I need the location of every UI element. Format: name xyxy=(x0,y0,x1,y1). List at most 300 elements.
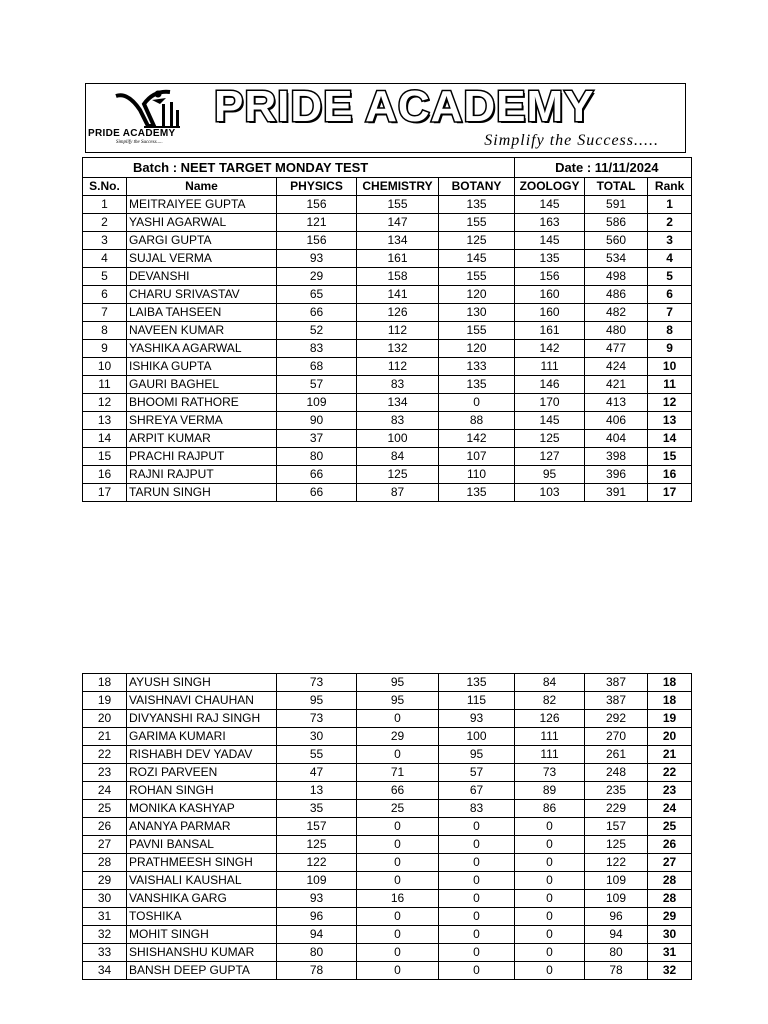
cell-sno: 32 xyxy=(83,926,127,944)
column-header-physics: PHYSICS xyxy=(277,178,357,196)
cell-name: AYUSH SINGH xyxy=(127,674,277,692)
cell-sno: 9 xyxy=(83,340,127,358)
cell-total: 404 xyxy=(585,430,648,448)
cell-name: YASHIKA AGARWAL xyxy=(127,340,277,358)
cell-total: 96 xyxy=(585,908,648,926)
cell-name: GARGI GUPTA xyxy=(127,232,277,250)
cell-rank: 15 xyxy=(648,448,692,466)
cell-physics: 122 xyxy=(277,854,357,872)
cell-chemistry: 112 xyxy=(357,322,439,340)
table-row xyxy=(83,674,692,692)
cell-rank: 7 xyxy=(648,304,692,322)
cell-sno: 5 xyxy=(83,268,127,286)
cell-botany: 93 xyxy=(439,710,515,728)
cell-rank: 3 xyxy=(648,232,692,250)
cell-sno: 19 xyxy=(83,692,127,710)
cell-physics: 30 xyxy=(277,728,357,746)
cell-rank: 24 xyxy=(648,800,692,818)
cell-zoology: 127 xyxy=(515,448,585,466)
cell-botany: 135 xyxy=(439,484,515,502)
table-row xyxy=(83,872,692,890)
cell-rank: 30 xyxy=(648,926,692,944)
table-row xyxy=(83,484,692,502)
cell-sno: 34 xyxy=(83,962,127,980)
cell-zoology: 145 xyxy=(515,412,585,430)
cell-sno: 15 xyxy=(83,448,127,466)
cell-physics: 37 xyxy=(277,430,357,448)
cell-chemistry: 29 xyxy=(357,728,439,746)
cell-rank: 12 xyxy=(648,394,692,412)
cell-physics: 66 xyxy=(277,304,357,322)
cell-botany: 0 xyxy=(439,394,515,412)
cell-botany: 0 xyxy=(439,836,515,854)
cell-physics: 65 xyxy=(277,286,357,304)
cell-name: ROHAN SINGH xyxy=(127,782,277,800)
cell-zoology: 135 xyxy=(515,250,585,268)
cell-botany: 67 xyxy=(439,782,515,800)
cell-physics: 73 xyxy=(277,710,357,728)
column-header-name: Name xyxy=(127,178,277,196)
cell-chemistry: 0 xyxy=(357,836,439,854)
cell-physics: 94 xyxy=(277,926,357,944)
cell-botany: 115 xyxy=(439,692,515,710)
cell-zoology: 73 xyxy=(515,764,585,782)
cell-physics: 55 xyxy=(277,746,357,764)
cell-physics: 95 xyxy=(277,692,357,710)
table-row xyxy=(83,836,692,854)
cell-zoology: 146 xyxy=(515,376,585,394)
cell-botany: 83 xyxy=(439,800,515,818)
cell-rank: 23 xyxy=(648,782,692,800)
table-row xyxy=(83,394,692,412)
cell-name: VANSHIKA GARG xyxy=(127,890,277,908)
cell-rank: 22 xyxy=(648,764,692,782)
cell-total: 482 xyxy=(585,304,648,322)
cell-total: 157 xyxy=(585,818,648,836)
cell-rank: 28 xyxy=(648,872,692,890)
cell-physics: 66 xyxy=(277,484,357,502)
cell-zoology: 95 xyxy=(515,466,585,484)
cell-physics: 83 xyxy=(277,340,357,358)
cell-chemistry: 125 xyxy=(357,466,439,484)
cell-chemistry: 126 xyxy=(357,304,439,322)
cell-zoology: 170 xyxy=(515,394,585,412)
cell-sno: 1 xyxy=(83,196,127,214)
table-row xyxy=(83,728,692,746)
cell-zoology: 0 xyxy=(515,944,585,962)
cell-name: YASHI AGARWAL xyxy=(127,214,277,232)
cell-name: SHREYA VERMA xyxy=(127,412,277,430)
column-header-total: TOTAL xyxy=(585,178,648,196)
cell-chemistry: 100 xyxy=(357,430,439,448)
cell-physics: 80 xyxy=(277,448,357,466)
cell-zoology: 86 xyxy=(515,800,585,818)
cell-zoology: 0 xyxy=(515,908,585,926)
cell-sno: 23 xyxy=(83,764,127,782)
cell-total: 534 xyxy=(585,250,648,268)
cell-physics: 66 xyxy=(277,466,357,484)
cell-botany: 95 xyxy=(439,746,515,764)
cell-botany: 88 xyxy=(439,412,515,430)
cell-chemistry: 0 xyxy=(357,818,439,836)
cell-chemistry: 155 xyxy=(357,196,439,214)
test-date: Date : 11/11/2024 xyxy=(515,158,692,178)
cell-botany: 142 xyxy=(439,430,515,448)
table-row xyxy=(83,710,692,728)
cell-total: 396 xyxy=(585,466,648,484)
cell-name: ROZI PARVEEN xyxy=(127,764,277,782)
cell-name: GAURI BAGHEL xyxy=(127,376,277,394)
cell-name: MEITRAIYEE GUPTA xyxy=(127,196,277,214)
cell-chemistry: 16 xyxy=(357,890,439,908)
batch-label: Batch : NEET TARGET MONDAY TEST xyxy=(83,158,515,178)
cell-rank: 20 xyxy=(648,728,692,746)
cell-physics: 29 xyxy=(277,268,357,286)
cell-total: 406 xyxy=(585,412,648,430)
cell-name: LAIBA TAHSEEN xyxy=(127,304,277,322)
cell-total: 122 xyxy=(585,854,648,872)
cell-botany: 0 xyxy=(439,944,515,962)
cell-zoology: 0 xyxy=(515,836,585,854)
cell-total: 398 xyxy=(585,448,648,466)
cell-zoology: 111 xyxy=(515,728,585,746)
cell-sno: 29 xyxy=(83,872,127,890)
cell-total: 80 xyxy=(585,944,648,962)
cell-total: 486 xyxy=(585,286,648,304)
cell-physics: 52 xyxy=(277,322,357,340)
cell-zoology: 84 xyxy=(515,674,585,692)
cell-zoology: 125 xyxy=(515,430,585,448)
cell-name: NAVEEN KUMAR xyxy=(127,322,277,340)
cell-physics: 78 xyxy=(277,962,357,980)
cell-sno: 18 xyxy=(83,674,127,692)
cell-sno: 30 xyxy=(83,890,127,908)
cell-zoology: 0 xyxy=(515,890,585,908)
cell-sno: 26 xyxy=(83,818,127,836)
cell-name: RISHABH DEV YADAV xyxy=(127,746,277,764)
cell-sno: 28 xyxy=(83,854,127,872)
table-row xyxy=(83,232,692,250)
cell-total: 560 xyxy=(585,232,648,250)
cell-zoology: 111 xyxy=(515,746,585,764)
cell-botany: 155 xyxy=(439,268,515,286)
cell-physics: 93 xyxy=(277,250,357,268)
cell-physics: 68 xyxy=(277,358,357,376)
cell-name: CHARU SRIVASTAV xyxy=(127,286,277,304)
cell-chemistry: 0 xyxy=(357,872,439,890)
cell-rank: 18 xyxy=(648,692,692,710)
cell-rank: 5 xyxy=(648,268,692,286)
cell-sno: 12 xyxy=(83,394,127,412)
cell-rank: 1 xyxy=(648,196,692,214)
cell-chemistry: 134 xyxy=(357,394,439,412)
cell-botany: 0 xyxy=(439,926,515,944)
cell-total: 292 xyxy=(585,710,648,728)
cell-chemistry: 71 xyxy=(357,764,439,782)
cell-rank: 4 xyxy=(648,250,692,268)
cell-total: 424 xyxy=(585,358,648,376)
table-row xyxy=(83,268,692,286)
cell-botany: 155 xyxy=(439,322,515,340)
table-row xyxy=(83,304,692,322)
cell-botany: 0 xyxy=(439,890,515,908)
cell-botany: 130 xyxy=(439,304,515,322)
table-row xyxy=(83,890,692,908)
cell-physics: 109 xyxy=(277,872,357,890)
cell-sno: 13 xyxy=(83,412,127,430)
cell-chemistry: 141 xyxy=(357,286,439,304)
cell-total: 387 xyxy=(585,692,648,710)
cell-zoology: 160 xyxy=(515,286,585,304)
cell-rank: 29 xyxy=(648,908,692,926)
cell-botany: 0 xyxy=(439,962,515,980)
cell-sno: 24 xyxy=(83,782,127,800)
cell-name: ANANYA PARMAR xyxy=(127,818,277,836)
cell-botany: 100 xyxy=(439,728,515,746)
cell-total: 477 xyxy=(585,340,648,358)
table-row xyxy=(83,196,692,214)
academy-header xyxy=(85,83,686,153)
cell-total: 391 xyxy=(585,484,648,502)
cell-chemistry: 95 xyxy=(357,674,439,692)
column-header-rank: Rank xyxy=(648,178,692,196)
cell-zoology: 89 xyxy=(515,782,585,800)
cell-total: 586 xyxy=(585,214,648,232)
table-row xyxy=(83,944,692,962)
cell-zoology: 0 xyxy=(515,854,585,872)
cell-rank: 16 xyxy=(648,466,692,484)
table-row xyxy=(83,782,692,800)
cell-sno: 21 xyxy=(83,728,127,746)
cell-name: PRACHI RAJPUT xyxy=(127,448,277,466)
cell-zoology: 145 xyxy=(515,196,585,214)
cell-sno: 4 xyxy=(83,250,127,268)
cell-rank: 18 xyxy=(648,674,692,692)
cell-name: BHOOMI RATHORE xyxy=(127,394,277,412)
cell-name: RAJNI RAJPUT xyxy=(127,466,277,484)
cell-rank: 32 xyxy=(648,962,692,980)
cell-total: 78 xyxy=(585,962,648,980)
table-row xyxy=(83,800,692,818)
cell-name: VAISHALI KAUSHAL xyxy=(127,872,277,890)
cell-total: 591 xyxy=(585,196,648,214)
cell-rank: 9 xyxy=(648,340,692,358)
cell-zoology: 156 xyxy=(515,268,585,286)
cell-botany: 133 xyxy=(439,358,515,376)
cell-chemistry: 0 xyxy=(357,710,439,728)
cell-zoology: 160 xyxy=(515,304,585,322)
cell-total: 248 xyxy=(585,764,648,782)
cell-rank: 26 xyxy=(648,836,692,854)
cell-name: DIVYANSHI RAJ SINGH xyxy=(127,710,277,728)
cell-sno: 10 xyxy=(83,358,127,376)
table-row xyxy=(83,358,692,376)
cell-chemistry: 158 xyxy=(357,268,439,286)
cell-zoology: 163 xyxy=(515,214,585,232)
table-row xyxy=(83,854,692,872)
cell-zoology: 142 xyxy=(515,340,585,358)
cell-rank: 21 xyxy=(648,746,692,764)
cell-rank: 13 xyxy=(648,412,692,430)
cell-zoology: 111 xyxy=(515,358,585,376)
cell-sno: 27 xyxy=(83,836,127,854)
cell-zoology: 0 xyxy=(515,926,585,944)
cell-rank: 10 xyxy=(648,358,692,376)
cell-rank: 28 xyxy=(648,890,692,908)
cell-sno: 3 xyxy=(83,232,127,250)
cell-rank: 8 xyxy=(648,322,692,340)
cell-botany: 155 xyxy=(439,214,515,232)
cell-zoology: 0 xyxy=(515,962,585,980)
cell-name: ARPIT KUMAR xyxy=(127,430,277,448)
column-header-botany: BOTANY xyxy=(439,178,515,196)
table-row xyxy=(83,376,692,394)
cell-chemistry: 132 xyxy=(357,340,439,358)
cell-name: GARIMA KUMARI xyxy=(127,728,277,746)
cell-name: SHISHANSHU KUMAR xyxy=(127,944,277,962)
cell-sno: 25 xyxy=(83,800,127,818)
cell-sno: 6 xyxy=(83,286,127,304)
cell-botany: 0 xyxy=(439,854,515,872)
cell-zoology: 0 xyxy=(515,818,585,836)
cell-physics: 96 xyxy=(277,908,357,926)
table-row xyxy=(83,692,692,710)
cell-botany: 107 xyxy=(439,448,515,466)
cell-total: 421 xyxy=(585,376,648,394)
cell-name: BANSH DEEP GUPTA xyxy=(127,962,277,980)
cell-botany: 125 xyxy=(439,232,515,250)
cell-physics: 156 xyxy=(277,232,357,250)
table-row xyxy=(83,908,692,926)
cell-name: TARUN SINGH xyxy=(127,484,277,502)
cell-rank: 6 xyxy=(648,286,692,304)
cell-zoology: 82 xyxy=(515,692,585,710)
table-row xyxy=(83,926,692,944)
cell-physics: 80 xyxy=(277,944,357,962)
results-table-part-1 xyxy=(82,157,692,502)
results-table-part-2 xyxy=(82,673,692,980)
column-header-sno: S.No. xyxy=(83,178,127,196)
brand-title: PRIDE ACADEMY xyxy=(214,82,595,131)
cell-botany: 135 xyxy=(439,196,515,214)
cell-chemistry: 0 xyxy=(357,746,439,764)
table-row xyxy=(83,466,692,484)
cell-total: 109 xyxy=(585,890,648,908)
cell-total: 413 xyxy=(585,394,648,412)
cell-physics: 125 xyxy=(277,836,357,854)
table-row xyxy=(83,412,692,430)
cell-botany: 145 xyxy=(439,250,515,268)
cell-sno: 22 xyxy=(83,746,127,764)
cell-sno: 20 xyxy=(83,710,127,728)
cell-physics: 13 xyxy=(277,782,357,800)
cell-rank: 25 xyxy=(648,818,692,836)
cell-rank: 2 xyxy=(648,214,692,232)
cell-chemistry: 87 xyxy=(357,484,439,502)
cell-chemistry: 0 xyxy=(357,854,439,872)
cell-physics: 156 xyxy=(277,196,357,214)
cell-name: PAVNI BANSAL xyxy=(127,836,277,854)
cell-physics: 121 xyxy=(277,214,357,232)
cell-physics: 90 xyxy=(277,412,357,430)
cell-name: TOSHIKA xyxy=(127,908,277,926)
logo-tagline: Simplify the Success..... xyxy=(116,140,163,145)
column-header-zoology: ZOOLOGY xyxy=(515,178,585,196)
cell-rank: 27 xyxy=(648,854,692,872)
cell-zoology: 161 xyxy=(515,322,585,340)
cell-name: SUJAL VERMA xyxy=(127,250,277,268)
cell-chemistry: 83 xyxy=(357,412,439,430)
cell-chemistry: 25 xyxy=(357,800,439,818)
cell-total: 270 xyxy=(585,728,648,746)
cell-botany: 120 xyxy=(439,340,515,358)
cell-sno: 16 xyxy=(83,466,127,484)
cell-physics: 35 xyxy=(277,800,357,818)
cell-rank: 31 xyxy=(648,944,692,962)
table-row xyxy=(83,340,692,358)
cell-total: 261 xyxy=(585,746,648,764)
pride-academy-logo-icon xyxy=(114,88,184,130)
cell-chemistry: 0 xyxy=(357,944,439,962)
cell-chemistry: 83 xyxy=(357,376,439,394)
tagline: Simplify the Success..... xyxy=(484,132,659,149)
cell-total: 387 xyxy=(585,674,648,692)
cell-botany: 0 xyxy=(439,872,515,890)
table-row xyxy=(83,430,692,448)
table-row xyxy=(83,322,692,340)
cell-botany: 57 xyxy=(439,764,515,782)
column-header-row xyxy=(83,178,692,196)
table-row xyxy=(83,286,692,304)
cell-chemistry: 112 xyxy=(357,358,439,376)
cell-total: 229 xyxy=(585,800,648,818)
cell-sno: 33 xyxy=(83,944,127,962)
cell-total: 480 xyxy=(585,322,648,340)
cell-physics: 57 xyxy=(277,376,357,394)
cell-chemistry: 0 xyxy=(357,962,439,980)
cell-physics: 47 xyxy=(277,764,357,782)
cell-physics: 93 xyxy=(277,890,357,908)
cell-total: 235 xyxy=(585,782,648,800)
cell-botany: 0 xyxy=(439,908,515,926)
cell-sno: 7 xyxy=(83,304,127,322)
cell-zoology: 103 xyxy=(515,484,585,502)
cell-total: 109 xyxy=(585,872,648,890)
cell-total: 498 xyxy=(585,268,648,286)
cell-name: MONIKA KASHYAP xyxy=(127,800,277,818)
table-row xyxy=(83,250,692,268)
logo-text: PRIDE ACADEMY xyxy=(88,128,176,139)
column-header-chemistry: CHEMISTRY xyxy=(357,178,439,196)
cell-name: PRATHMEESH SINGH xyxy=(127,854,277,872)
cell-rank: 14 xyxy=(648,430,692,448)
cell-sno: 17 xyxy=(83,484,127,502)
cell-botany: 110 xyxy=(439,466,515,484)
cell-sno: 14 xyxy=(83,430,127,448)
table-row xyxy=(83,746,692,764)
cell-total: 125 xyxy=(585,836,648,854)
cell-total: 94 xyxy=(585,926,648,944)
cell-chemistry: 84 xyxy=(357,448,439,466)
cell-physics: 109 xyxy=(277,394,357,412)
cell-rank: 11 xyxy=(648,376,692,394)
cell-zoology: 0 xyxy=(515,872,585,890)
cell-chemistry: 95 xyxy=(357,692,439,710)
cell-chemistry: 0 xyxy=(357,926,439,944)
cell-chemistry: 161 xyxy=(357,250,439,268)
cell-chemistry: 147 xyxy=(357,214,439,232)
batch-info-row xyxy=(83,158,692,178)
